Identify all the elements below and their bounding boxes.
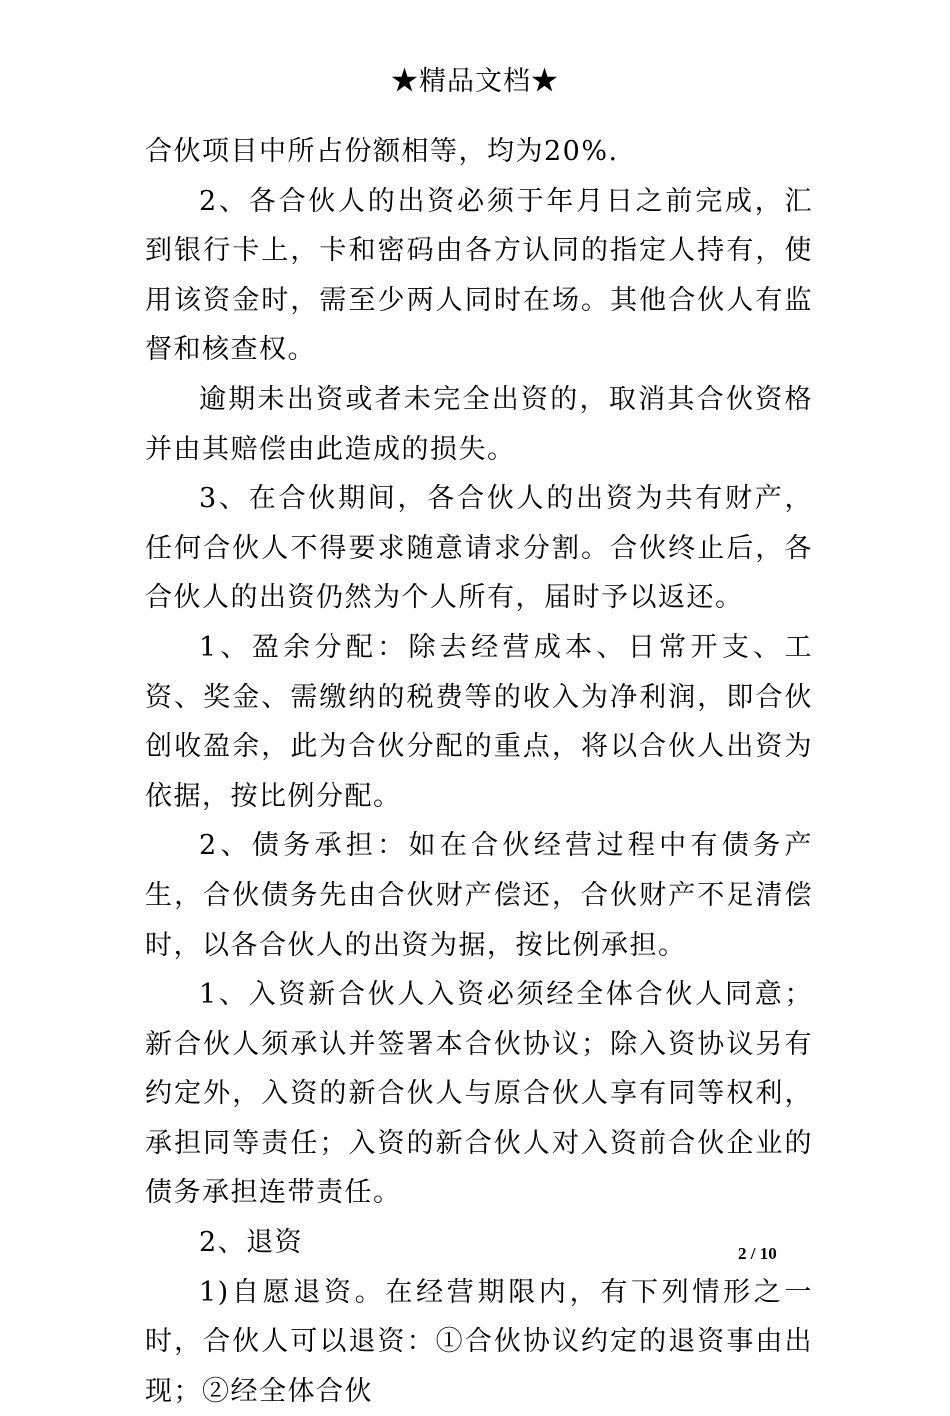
paragraph-9: 1)自愿退资。在经营期限内，有下列情形之一时，合伙人可以退资：①合伙协议约定的退资事由出现；②经全体合伙 — [145, 1276, 813, 1407]
paragraph-4: 3、在合伙期间，各合伙人的出资为共有财产，任何合伙人不得要求随意请求分割。合伙终止后，各合伙人的出资仍然为个人所有，届时予以返还。 — [145, 483, 813, 614]
page-number: 2 / 10 — [738, 1244, 777, 1263]
paragraph-8: 2、退资 — [199, 1227, 304, 1259]
document-body — [145, 127, 813, 1416]
paragraph-5: 1、盈余分配：除去经营成本、日常开支、工资、奖金、需缴纳的税费等的收入为净利润，即合伙创收盈余，此为合伙分配的重点，将以合伙人出资为依据，按比例分配。 — [145, 631, 813, 812]
page-header-title: ★精品文档★ — [391, 66, 559, 97]
paragraph-6: 2、债务承担：如在合伙经营过程中有债务产生，合伙债务先由合伙财产偿还，合伙财产不足清偿时，以各合伙人的出资为据，按比例承担。 — [145, 830, 813, 961]
paragraph-7: 1、入资新合伙人入资必须经全体合伙人同意；新合伙人须承认并签署本合伙协议；除入资协议另有约定外，入资的新合伙人与原合伙人享有同等权利，承担同等责任；入资的新合伙人对入资前合伙企业的债务承担连带责任。 — [145, 979, 813, 1209]
paragraph-2: 2、各合伙人的出资必须于年月日之前完成，汇到银行卡上，卡和密码由各方认同的指定人持有，使用该资金时，需至少两人同时在场。其他合伙人有监督和核查权。 — [145, 185, 813, 366]
paragraph-3: 逾期未出资或者未完全出资的，取消其合伙资格并由其赔偿由此造成的损失。 — [145, 383, 813, 465]
paragraph-1: 合伙项目中所占份额相等，均为20%. — [145, 136, 619, 167]
